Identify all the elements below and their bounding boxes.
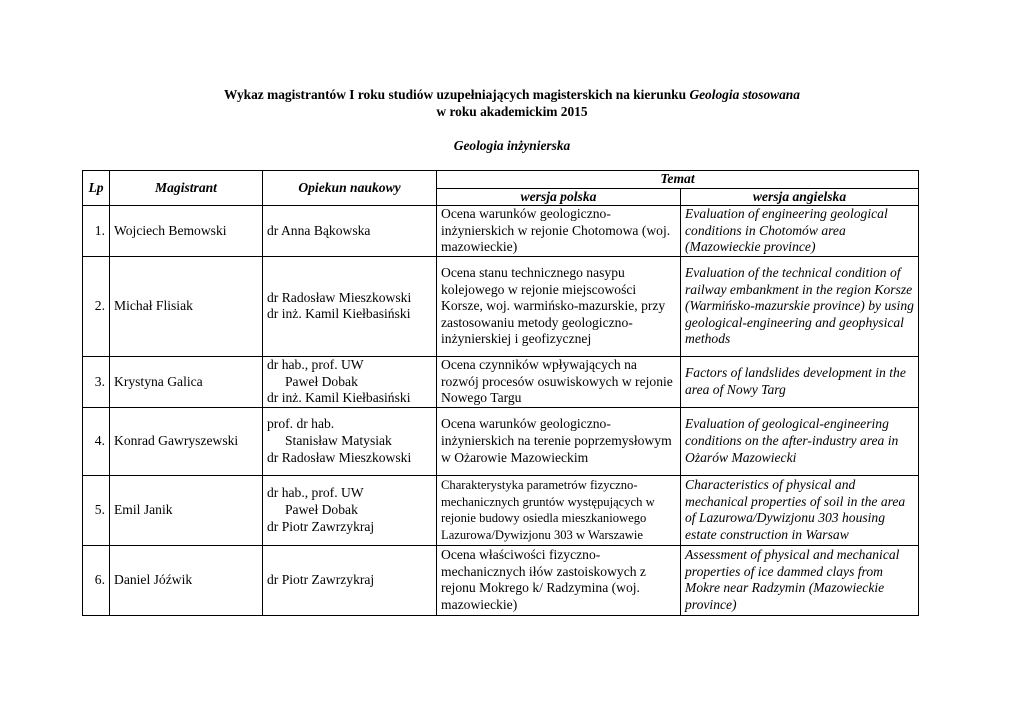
student-name: Emil Janik — [110, 475, 263, 545]
section-title: Geologia inżynierska — [453, 138, 571, 153]
title-line-1: Wykaz magistrantów I roku studiów uzupełniających magisterskich na kierunku Geologia stosowana — [224, 87, 800, 102]
header-student: Magistrant — [110, 171, 263, 206]
supervisor-line: Paweł Dobak — [285, 501, 358, 517]
topic-english: Factors of landslides development in the area of Nowy Targ — [681, 356, 919, 407]
row-number: 1. — [83, 206, 110, 257]
supervisor-line: dr hab., prof. UW — [267, 356, 364, 372]
row-number: 3. — [83, 356, 110, 407]
topic-english: Evaluation of geological-engineering conditions on the after-industry area in Ożarów Mazowiecki — [681, 407, 919, 475]
supervisor-line: dr Radosław Mieszkowski — [267, 289, 412, 305]
supervisor-line: dr Piotr Zawrzykraj — [267, 571, 375, 587]
student-name: Krystyna Galica — [110, 356, 263, 407]
topic-english: Evaluation of engineering geological conditions in Chotomów area (Mazowieckie province) — [681, 206, 919, 257]
supervisor-cell — [263, 545, 437, 615]
row-number: 4. — [83, 407, 110, 475]
student-name: Michał Flisiak — [110, 256, 263, 356]
supervisor-line: dr Radosław Mieszkowski — [267, 449, 412, 465]
supervisor-line: dr hab., prof. UW — [267, 485, 364, 501]
supervisor-cell — [263, 206, 437, 257]
table-row — [83, 545, 919, 615]
supervisor-line: dr Anna Bąkowska — [267, 222, 371, 238]
student-name: Konrad Gawryszewski — [110, 407, 263, 475]
table-row — [83, 407, 919, 475]
topic-polish: Ocena warunków geologiczno-inżynierskich na terenie poprzemysłowym w Ożarowie Mazowieckim — [437, 407, 681, 475]
header-topic-english: wersja angielska — [681, 188, 919, 206]
supervisor-cell — [263, 256, 437, 356]
table-row — [83, 256, 919, 356]
topic-english: Assessment of physical and mechanical properties of ice dammed clays from Mokre near Radzymin (Mazowieckie province) — [681, 545, 919, 615]
topic-english: Evaluation of the technical condition of railway embankment in the region Korsze (Warmińsko-mazurskie province) by using geological-engineering and geophysical methods — [681, 256, 919, 356]
title-line-2: w roku akademickim 2015 — [436, 104, 588, 119]
topic-polish: Charakterystyka parametrów fizyczno-mechanicznych gruntów występujących w rejonie budowy osiedla mieszkaniowego Lazurowa/Dywizjonu 303 w Warszawie — [437, 475, 681, 545]
header-topic: Temat — [437, 171, 919, 189]
field-of-study: Geologia stosowana — [689, 87, 800, 102]
row-number: 2. — [83, 256, 110, 356]
student-name: Wojciech Bemowski — [110, 206, 263, 257]
header-supervisor: Opiekun naukowy — [263, 171, 437, 206]
supervisor-line: Stanisław Matysiak — [285, 432, 392, 448]
header-row — [83, 171, 919, 189]
topic-polish: Ocena czynników wpływających na rozwój procesów osuwiskowych w rejonie Nowego Targu — [437, 356, 681, 407]
student-name: Daniel Jóźwik — [110, 545, 263, 615]
header-topic-polish: wersja polska — [437, 188, 681, 206]
topic-polish: Ocena warunków geologiczno-inżynierskich w rejonie Chotomowa (woj. mazowieckie) — [437, 206, 681, 257]
supervisor-line: dr inż. Kamil Kiełbasiński — [267, 306, 411, 322]
supervisor-cell — [263, 356, 437, 407]
header-lp: Lp — [83, 171, 110, 206]
supervisor-line: dr inż. Kamil Kiełbasiński — [267, 390, 411, 406]
supervisor-cell — [263, 475, 437, 545]
table-row — [83, 475, 919, 545]
topic-polish: Ocena stanu technicznego nasypu kolejowego w rejonie miejscowości Korsze, woj. warmińsko-mazurskie, przy zastosowaniu metody geologiczno-inżynierskiej i geofizycznej — [437, 256, 681, 356]
supervisor-line: prof. dr hab. — [267, 416, 335, 432]
supervisor-cell — [263, 407, 437, 475]
table-row — [83, 356, 919, 407]
supervisor-line: Paweł Dobak — [285, 373, 358, 389]
row-number: 6. — [83, 545, 110, 615]
supervisor-line: dr Piotr Zawrzykraj — [267, 518, 375, 534]
students-table — [82, 170, 919, 616]
row-number: 5. — [83, 475, 110, 545]
page-title — [0, 86, 1024, 120]
topic-polish: Ocena właściwości fizyczno-mechanicznych iłów zastoiskowych z rejonu Mokrego k/ Radzymina (woj. mazowieckie) — [437, 545, 681, 615]
table-row — [83, 206, 919, 257]
topic-english: Characteristics of physical and mechanical properties of soil in the area of Lazurowa/Dywizjonu 303 housing estate construction in Warsaw — [681, 475, 919, 545]
